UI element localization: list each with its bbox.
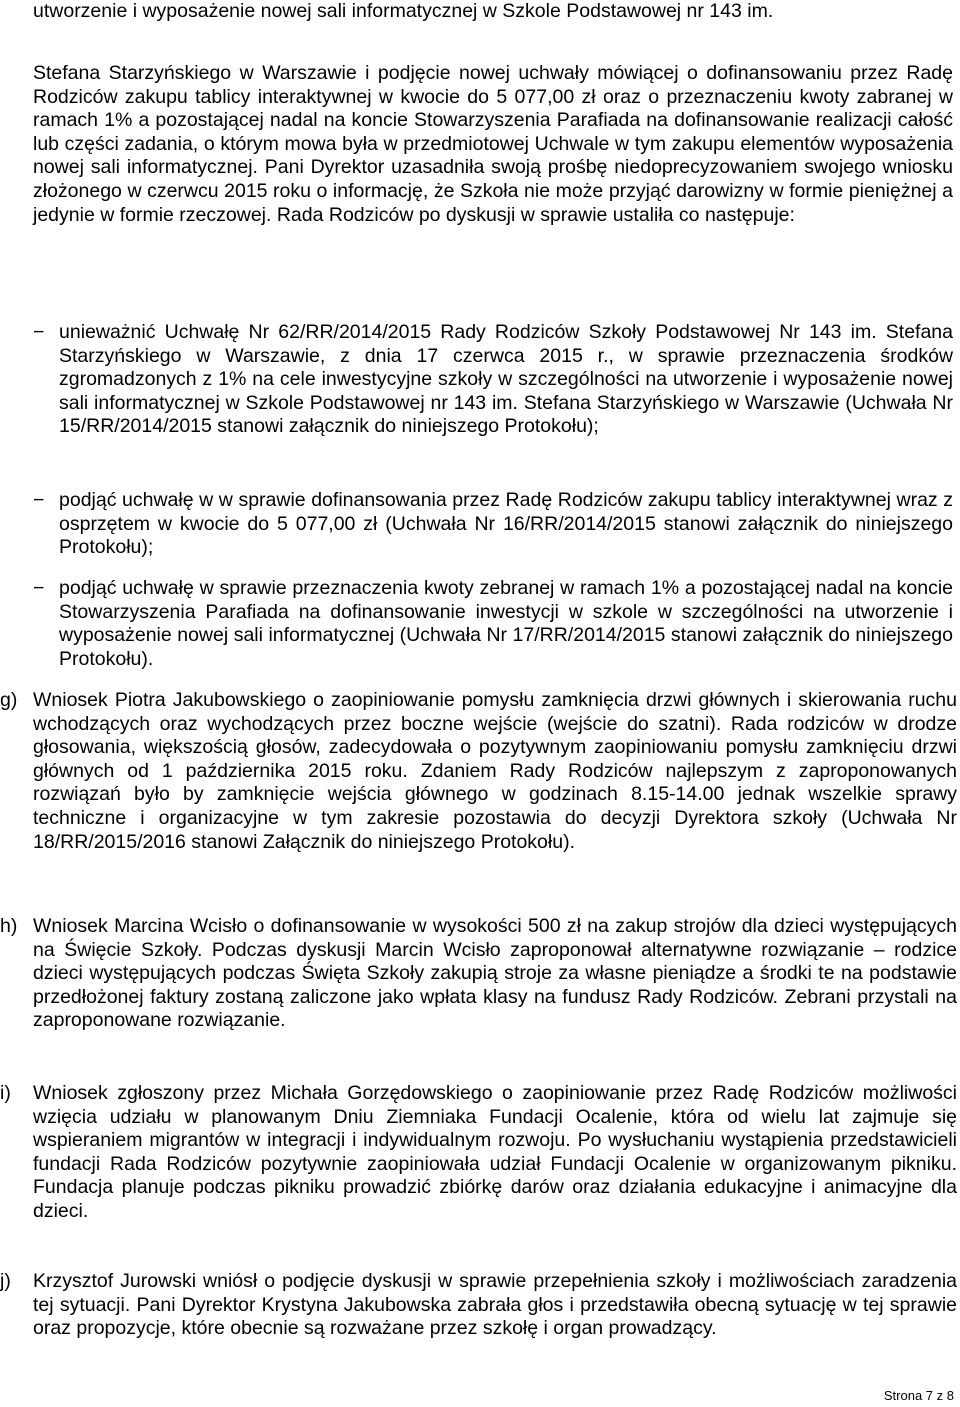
dash-item-text: podjąć uchwałę w w sprawie dofinansowania przez Radę Rodziców zakupu tablicy interaktywnej wraz z osprzętem w kwocie do 5 077,00 zł (Uchwała Nr 16/RR/2014/2015 stanowi załącznik do niniejszego Protokołu); (59, 489, 953, 559)
dash-list (33, 321, 953, 439)
item-letter: g) (0, 689, 18, 711)
item-text: Krzysztof Jurowski wniósł o podjęcie dyskusji w sprawie przepełnienia szkoły i możliwościach zaradzenia tej sytuacji. Pani Dyrektor Krystyna Jakubowska zabrała głos i przedstawiła obecną sytuację w tej sprawie oraz propozycje, które obecnie są rozważane przez szkołę i organ prowadzący. (33, 1270, 957, 1340)
lettered-item (0, 915, 957, 1033)
dash-marker: − (33, 321, 45, 343)
item-text: Wniosek Marcina Wcisło o dofinansowanie w wysokości 500 zł na zakup strojów dla dzieci występujących na Święcie Szkoły. Podczas dyskusji Marcin Wcisło zaproponował alternatywne rozwiązanie – rodzice dzieci występujących podczas Święta Szkoły zakupią stroje za własne pieniądze a środki te na podstawie przedłożonej faktury zostaną zaliczone jako wpłata klasy na fundusz Rady Rodziców. Zebrani przystali na zaproponowane rozwiązanie. (33, 915, 957, 1032)
item-text: Wniosek zgłoszony przez Michała Gorzędowskiego o zaopiniowanie przez Radę Rodziców możliwości wzięcia udziału w planowanym Dniu Ziemniaka Fundacji Ocalenie, która od wielu lat zajmuje się wspieraniem migrantów w integracji i indywidualnym rozwoju. Po wysłuchaniu wystąpienia przedstawicieli fundacji Rada Rodziców pozytywnie zaopiniowała udział Fundacji Ocalenie w organizowanym pikniku. Fundacja planuje podczas pikniku prowadzić zbiórkę darów oraz działania edukacyjne i animacyjne dla dzieci. (33, 1082, 957, 1222)
item-j (0, 1270, 957, 1341)
dash-list (33, 489, 953, 560)
item-g (0, 689, 957, 854)
lettered-item (0, 689, 957, 854)
dash-item-text: unieważnić Uchwałę Nr 62/RR/2014/2015 Rady Rodziców Szkoły Podstawowej Nr 143 im. Stefana Starzyńskiego w Warszawie, z dnia 17 czerwca 2015 r., w sprawie przeznaczenia środków zgromadzonych z 1% na cele inwestycyjne szkoły w szczególności na utworzenie i wyposażenie nowej sali informatycznej w Szkole Podstawowej nr 143 im. Stefana Starzyńskiego w Warszawie (Uchwała Nr 15/RR/2014/2015 stanowi załącznik do niniejszego Protokołu); (59, 321, 953, 438)
item-i (0, 1082, 957, 1224)
intro-paragraph: Stefana Starzyńskiego w Warszawie i podjęcie nowej uchwały mówiącej o dofinansowaniu przez Radę Rodziców zakupu tablicy interaktywnej w kwocie do 5 077,00 zł oraz o przeznaczeniu kwoty zabranej w ramach 1% a pozostającej nadal na koncie Stowarzyszenia Parafiada na dofinansowanie realizacji całość lub części zadania, o którym mowa była w przedmiotowej Uchwale w tym zakupu elementów wyposażenia nowej sali informatycznej. Pani Dyrektor uzasadniła swoją prośbę niedoprecyzowaniem swojego wniosku złożonego w czerwcu 2015 roku o informację, że Szkoła nie może przyjąć darowizny w formie pieniężnej a jedynie w formie rzeczowej. Rada Rodziców po dyskusji w sprawie ustaliła co następuje: (33, 62, 953, 226)
dash-item-1 (33, 321, 953, 439)
dash-item-2 (33, 489, 953, 560)
item-letter: i) (0, 1082, 11, 1104)
dash-marker: − (33, 577, 45, 599)
dash-marker: − (33, 489, 45, 511)
dash-item-3 (33, 577, 953, 671)
dash-list (33, 577, 953, 671)
lettered-item (0, 1270, 957, 1341)
dash-item-text: podjąć uchwałę w sprawie przeznaczenia kwoty zebranej w ramach 1% a pozostającej nadal na koncie Stowarzyszenia Parafiada na dofinansowanie inwestycji w szkole w szczególności na utworzenie i wyposażenie nowej sali informatycznej (Uchwała Nr 17/RR/2014/2015 stanowi załącznik do niniejszego Protokołu). (59, 577, 953, 670)
item-h (0, 915, 957, 1033)
item-text: Wniosek Piotra Jakubowskiego o zaopiniowanie pomysłu zamknięcia drzwi głównych i skierowania ruchu wchodzących oraz wychodzących przez boczne wejście (wejście do szatni). Rada rodziców w drodze głosowania, większością głosów, zadecydowała o pozytywnym zaopiniowaniu pomysłu zamknięciu drzwi głównych od 1 października 2015 roku. Zdaniem Rady Rodziców najlepszym z zaproponowanych rozwiązań było by zamknięcie wejścia głównego w godzinach 8.15-14.00 jednak wszelkie sprawy techniczne i organizacyjne w tym zakresie pozostawia do decyzji Dyrektora szkoły (Uchwała Nr 18/RR/2015/2016 stanowi Załącznik do niniejszego Protokołu). (33, 689, 957, 853)
item-letter: j) (0, 1270, 11, 1292)
page-number: Strona 7 z 8 (883, 1388, 954, 1403)
top-line: utworzenie i wyposażenie nowej sali informatycznej w Szkole Podstawowej nr 143 im. (33, 0, 774, 22)
lettered-item (0, 1082, 957, 1224)
item-letter: h) (0, 915, 18, 937)
